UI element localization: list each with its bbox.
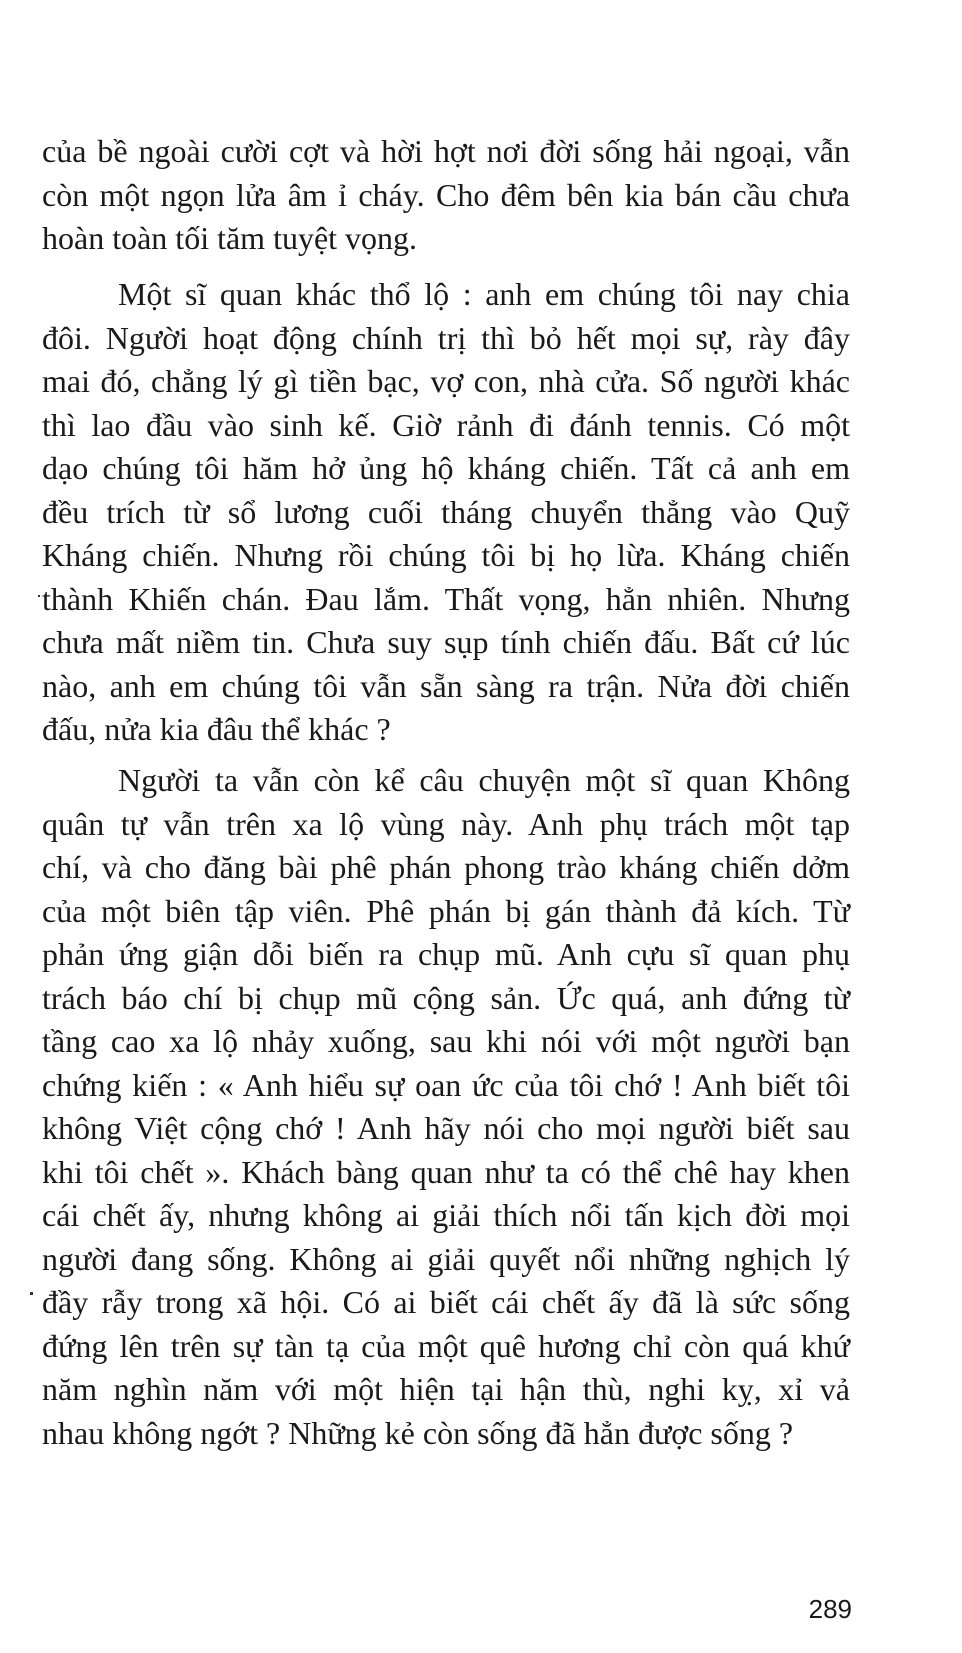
- paragraph-line: thành Khiến chán. Đau lắm. Thất vọng, hẳn nhiên. Nhưng: [42, 580, 850, 617]
- paragraph-line: dạo chúng tôi hăm hở ủng hộ kháng chiến. Tất cả anh em: [42, 450, 850, 486]
- paragraph-line: chứng kiến : « Anh hiểu sự oan ức của tôi chớ ! Anh biết tôi: [42, 1066, 850, 1103]
- paragraph-line: chưa mất niềm tin. Chưa suy sụp tính chiến đấu. Bất cứ lúc: [42, 624, 850, 660]
- paragraph-3: [42, 759, 850, 1455]
- paragraph-line: không Việt cộng chớ ! Anh hãy nói cho mọi người biết sau: [42, 1110, 850, 1146]
- paragraph-line: khi tôi chết ». Khách bàng quan như ta có thể chê hay khen: [42, 1153, 850, 1190]
- paragraph-line: trách báo chí bị chụp mũ cộng sản. Ức quá, anh đứng từ: [42, 979, 850, 1016]
- paragraph-line: đều trích từ sổ lương cuối tháng chuyển thẳng vào Quỹ: [42, 493, 850, 530]
- paragraph-line: phản ứng giận dỗi biến ra chụp mũ. Anh cựu sĩ quan phụ: [42, 936, 850, 972]
- paragraph-line: đầy rẫy trong xã hội. Có ai biết cái chết ấy đã là sức sống: [42, 1284, 850, 1320]
- paragraph-line: Một sĩ quan khác thổ lộ : anh em chúng tôi nay chia: [118, 276, 850, 312]
- scan-speck: [38, 595, 40, 597]
- paragraph-line: của một biên tập viên. Phê phán bị gán thành đả kích. Từ: [42, 892, 850, 929]
- paragraph-line: đấu, nửa kia đâu thể khác ?: [42, 711, 391, 747]
- paragraph-line: thì lao đầu vào sinh kế. Giờ rảnh đi đánh tennis. Có một: [42, 406, 850, 443]
- paragraph-line: còn một ngọn lửa âm ỉ cháy. Cho đêm bên kia bán cầu chưa: [42, 176, 850, 213]
- paragraph-line: người đang sống. Không ai giải quyết nổi những nghịch lý: [42, 1240, 850, 1277]
- paragraph-line: mai đó, chẳng lý gì tiền bạc, vợ con, nhà cửa. Số người khác: [42, 363, 850, 399]
- paragraph-line: năm nghìn năm với một hiện tại hận thù, nghi kỵ, xỉ vả: [42, 1371, 850, 1407]
- paragraph-2: [42, 273, 850, 752]
- paragraph-1: [42, 130, 850, 261]
- paragraph-line: cái chết ấy, nhưng không ai giải thích nổi tấn kịch đời mọi: [42, 1197, 850, 1233]
- paragraph-line: đôi. Người hoạt động chính trị thì bỏ hết mọi sự, rày đây: [42, 319, 850, 356]
- paragraph-line: nhau không ngớt ? Những kẻ còn sống đã hẳn được sống ?: [42, 1414, 794, 1451]
- paragraph-line: quân tự vẫn trên xa lộ vùng này. Anh phụ trách một tạp: [42, 805, 850, 842]
- paragraph-line: chí, và cho đăng bài phê phán phong trào kháng chiến dởm: [42, 849, 850, 885]
- paragraph-line: tầng cao xa lộ nhảy xuống, sau khi nói với một người bạn: [42, 1023, 850, 1059]
- paragraph-line: đứng lên trên sự tàn tạ của một quê hương chỉ còn quá khứ: [42, 1327, 850, 1364]
- paragraph-line: Kháng chiến. Nhưng rồi chúng tôi bị họ lừa. Kháng chiến: [42, 537, 850, 573]
- paragraph-line: hoàn toàn tối tăm tuyệt vọng.: [42, 220, 418, 256]
- scan-speck: [30, 1292, 33, 1295]
- paragraph-line: Người ta vẫn còn kể câu chuyện một sĩ quan Không: [118, 762, 850, 798]
- paragraph-line: của bề ngoài cười cợt và hời hợt nơi đời sống hải ngoại, vẫn: [42, 133, 850, 169]
- page-number: 289: [808, 1594, 852, 1624]
- paragraph-line: nào, anh em chúng tôi vẫn sẵn sàng ra trận. Nửa đời chiến: [42, 667, 850, 704]
